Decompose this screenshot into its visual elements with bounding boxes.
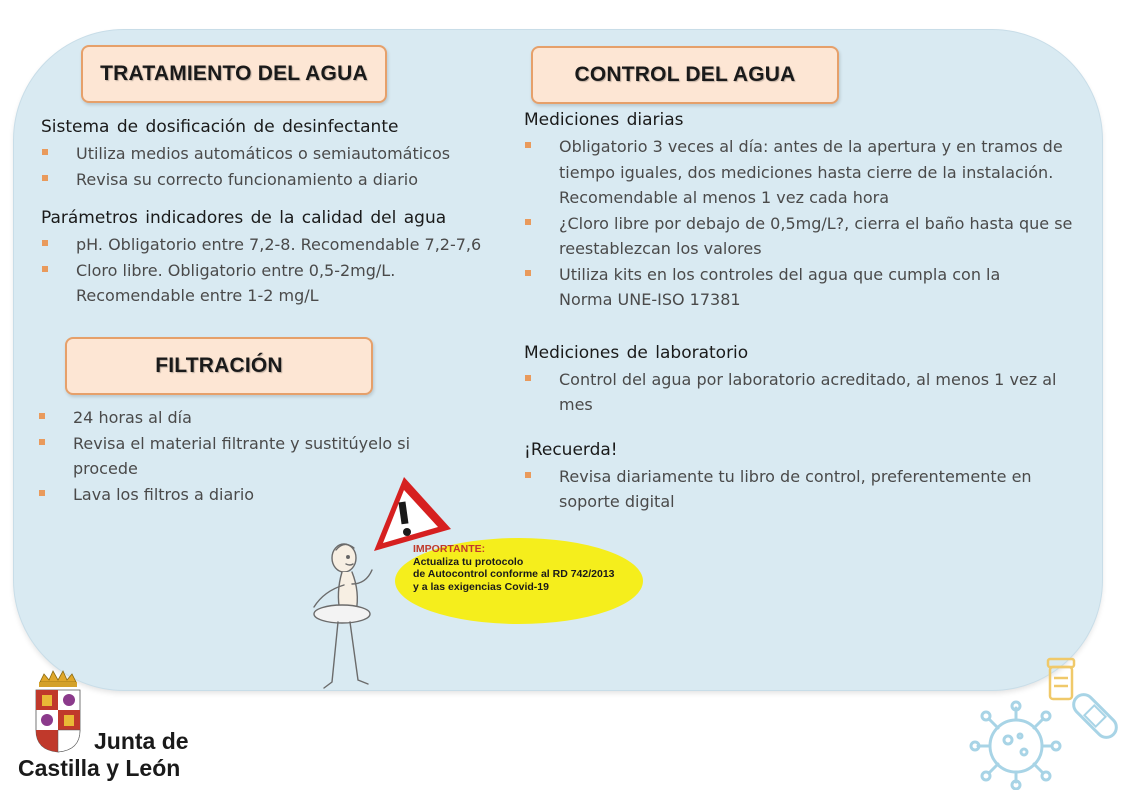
notice-line: y a las exigencias Covid-19 — [413, 580, 549, 593]
notice-line: Actualiza tu protocolo — [413, 555, 524, 568]
treatment-heading — [81, 45, 387, 103]
pill-bottle-icon — [1044, 656, 1078, 702]
control-subtitle: ¡Recuerda! — [524, 439, 618, 460]
list-item: ¿Cloro libre por debajo de 0,5mg/L?, cierra el baño hasta que se reestablezcan los valores — [524, 211, 1074, 262]
list-item: Utiliza kits en los controles del agua que cumpla con la Norma UNE-ISO 17381 — [524, 262, 1039, 313]
list-item: Cloro libre. Obligatorio entre 0,5-2mg/L. Recomendable entre 1-2 mg/L — [41, 258, 461, 309]
list-item: 24 horas al día — [38, 405, 458, 431]
logo-line-1: Junta de — [94, 728, 189, 754]
filtration-heading-text: FILTRACIÓN — [155, 354, 283, 377]
notice-line: de Autocontrol conforme al RD 742/2013 — [413, 568, 615, 580]
treatment-section — [41, 115, 521, 309]
list-item: Revisa diariamente tu libro de control, preferentemente en soporte digital — [524, 464, 1074, 515]
list-item: Control del agua por laboratorio acreditado, al menos 1 vez al mes — [524, 367, 1074, 418]
control-heading-text: CONTROL DEL AGUA — [574, 63, 796, 86]
logo-text — [18, 728, 189, 782]
treatment-subtitle: Parámetros indicadores de la calidad del agua — [41, 208, 447, 228]
list-item: Utiliza medios automáticos o semiautomáticos — [41, 141, 521, 167]
list-item: Obligatorio 3 veces al día: antes de la apertura y en tramos de tiempo iguales, dos mediciones hasta cierre de la instalación. Recomendable al menos 1 vez cada hora — [524, 134, 1074, 211]
control-section — [524, 108, 1074, 515]
control-subtitle: Mediciones de laboratorio — [524, 342, 749, 363]
treatment-list — [41, 232, 482, 309]
control-heading — [531, 46, 839, 104]
virus-icon — [968, 700, 1064, 790]
treatment-heading-text: TRATAMIENTO DEL AGUA — [100, 62, 368, 85]
control-list — [524, 134, 1074, 313]
important-label: IMPORTANTE: — [413, 543, 486, 555]
important-notice — [413, 543, 653, 593]
treatment-subtitle: Sistema de dosificación de desinfectante — [41, 117, 399, 137]
control-subtitle: Mediciones diarias — [524, 110, 684, 130]
warning-sign-icon — [370, 474, 454, 554]
control-list — [524, 464, 1074, 515]
list-item: Revisa su correcto funcionamiento a diario — [41, 167, 521, 193]
swimmer-illustration — [300, 530, 400, 700]
list-item: Lava los filtros a diario — [38, 482, 458, 508]
list-item: pH. Obligatorio entre 7,2-8. Recomendable 7,2-7,6 — [41, 232, 536, 258]
filtration-heading — [65, 337, 373, 395]
logo-line-2: Castilla y León — [18, 755, 181, 781]
control-list — [524, 367, 1074, 418]
list-item: Revisa el material filtrante y sustitúyelo si procede — [38, 431, 433, 482]
treatment-list — [41, 141, 521, 192]
